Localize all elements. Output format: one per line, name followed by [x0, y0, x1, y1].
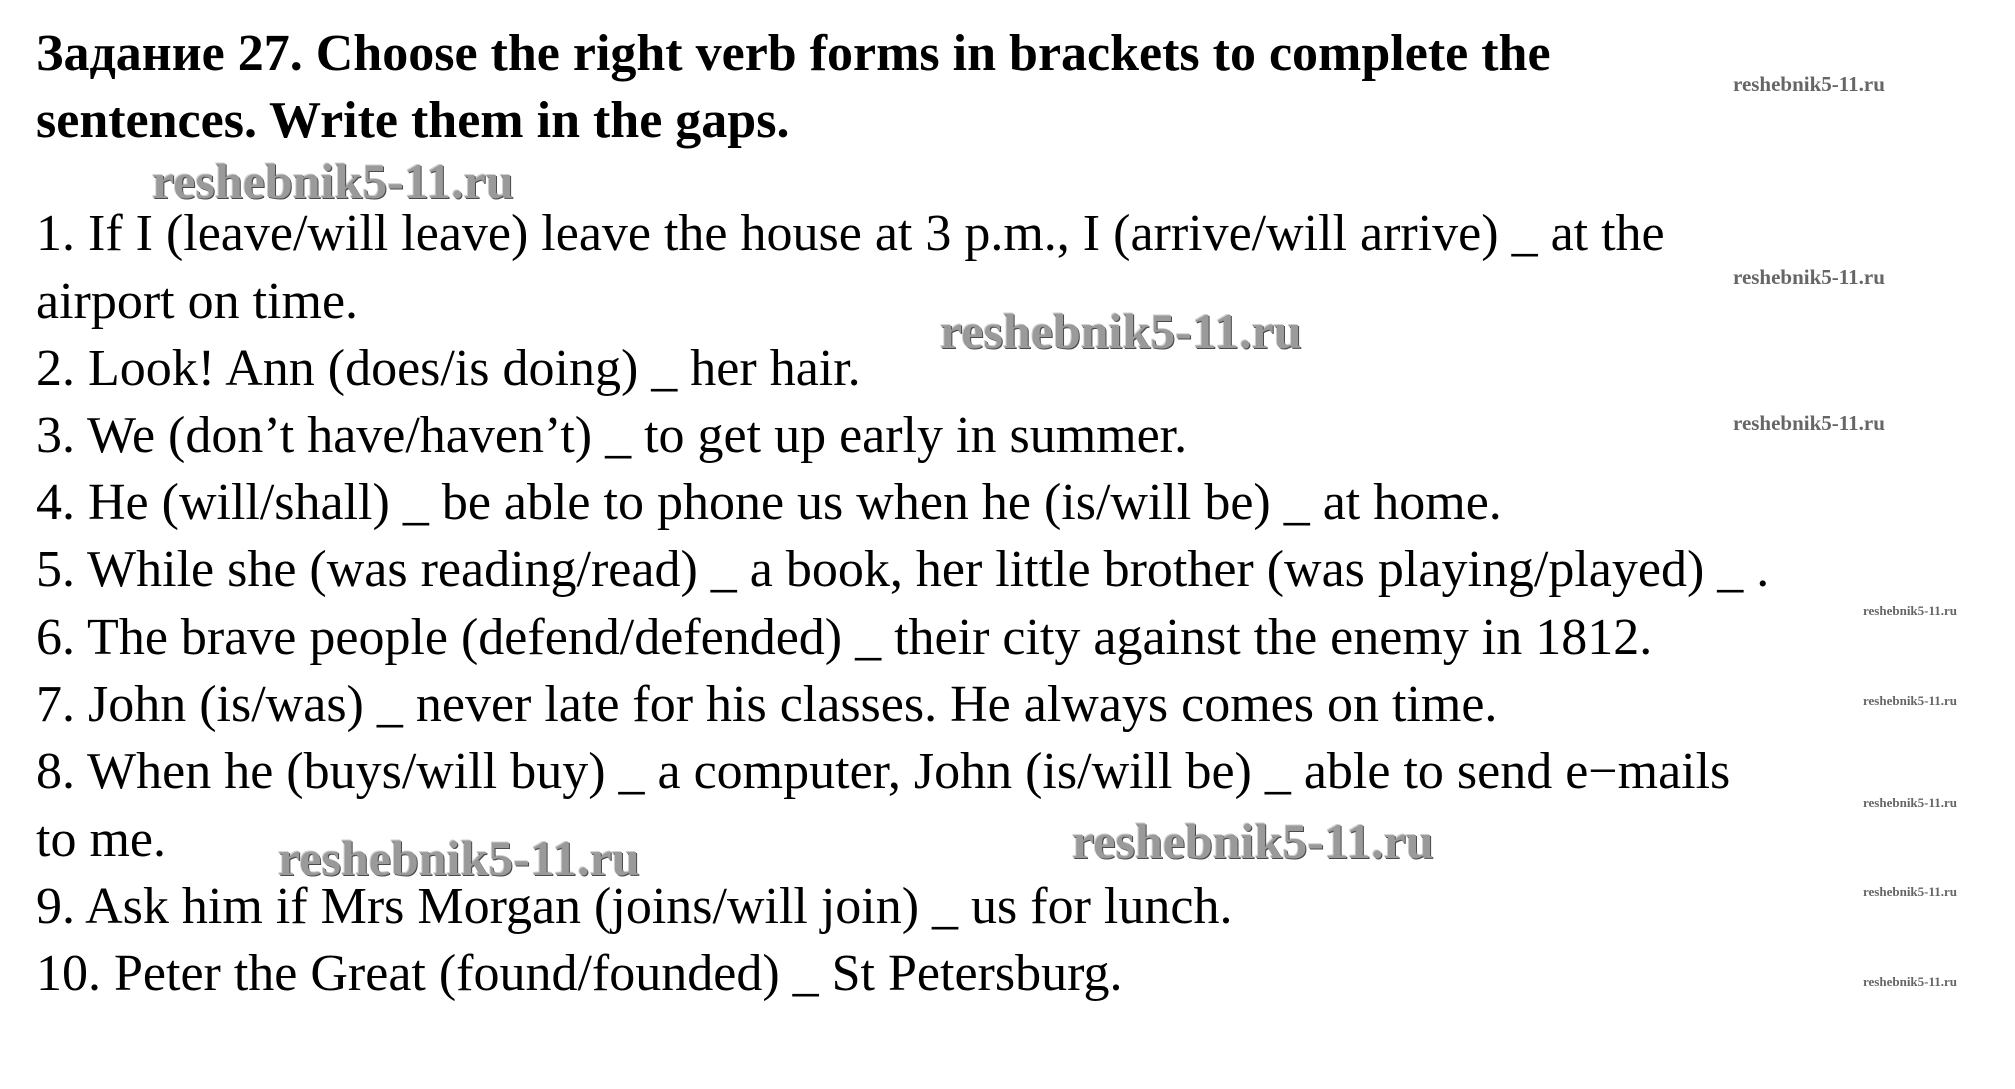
- watermark: reshebnik5-11.ru: [1863, 693, 1958, 708]
- watermark: reshebnik5-11.ru: [1863, 974, 1958, 989]
- watermark: reshebnik5-11.ru: [1863, 884, 1958, 899]
- watermark: reshebnik5-11.ru: [1072, 813, 1434, 869]
- exercise-line: 3. We (don’t have/haven’t) _ to get up early in summer.: [36, 407, 1188, 464]
- exercise-line: 8. When he (buys/will buy) _ a computer, John (is/will be) _ able to send e−mails: [36, 743, 1731, 800]
- exercise-line: 10. Peter the Great (found/founded) _ St Petersburg.: [36, 945, 1123, 1002]
- watermark: reshebnik5-11.ru: [940, 303, 1302, 359]
- watermark: reshebnik5-11.ru: [1863, 795, 1958, 810]
- watermark: reshebnik5-11.ru: [278, 830, 640, 886]
- watermark: reshebnik5-11.ru: [1733, 265, 1885, 289]
- watermark: reshebnik5-11.ru: [1733, 72, 1885, 96]
- exercise-line: 5. While she (was reading/read) _ a book, her little brother (was playing/played) _ .: [36, 541, 1770, 598]
- exercise-line: 1. If I (leave/will leave) leave the house at 3 p.m., I (arrive/will arrive) _ at the: [36, 205, 1665, 262]
- exercise-line: 6. The brave people (defend/defended) _ their city against the enemy in 1812.: [36, 609, 1653, 666]
- watermark: reshebnik5-11.ru: [152, 153, 514, 209]
- exercise-line: 9. Ask him if Mrs Morgan (joins/will join) _ us for lunch.: [36, 878, 1233, 935]
- exercise-line: to me.: [36, 811, 166, 868]
- exercise-line: 7. John (is/was) _ never late for his classes. He always comes on time.: [36, 676, 1498, 733]
- task-heading-line-2: sentences. Write them in the gaps.: [36, 92, 790, 149]
- exercise-line: airport on time.: [36, 273, 359, 330]
- exercise-line: 2. Look! Ann (does/is doing) _ her hair.: [36, 340, 861, 397]
- exercise-line: 4. He (will/shall) _ be able to phone us when he (is/will be) _ at home.: [36, 474, 1502, 531]
- watermark: reshebnik5-11.ru: [1863, 603, 1958, 618]
- watermark: reshebnik5-11.ru: [1733, 411, 1885, 435]
- task-heading-line-1: Задание 27. Choose the right verb forms in brackets to complete the: [36, 25, 1551, 82]
